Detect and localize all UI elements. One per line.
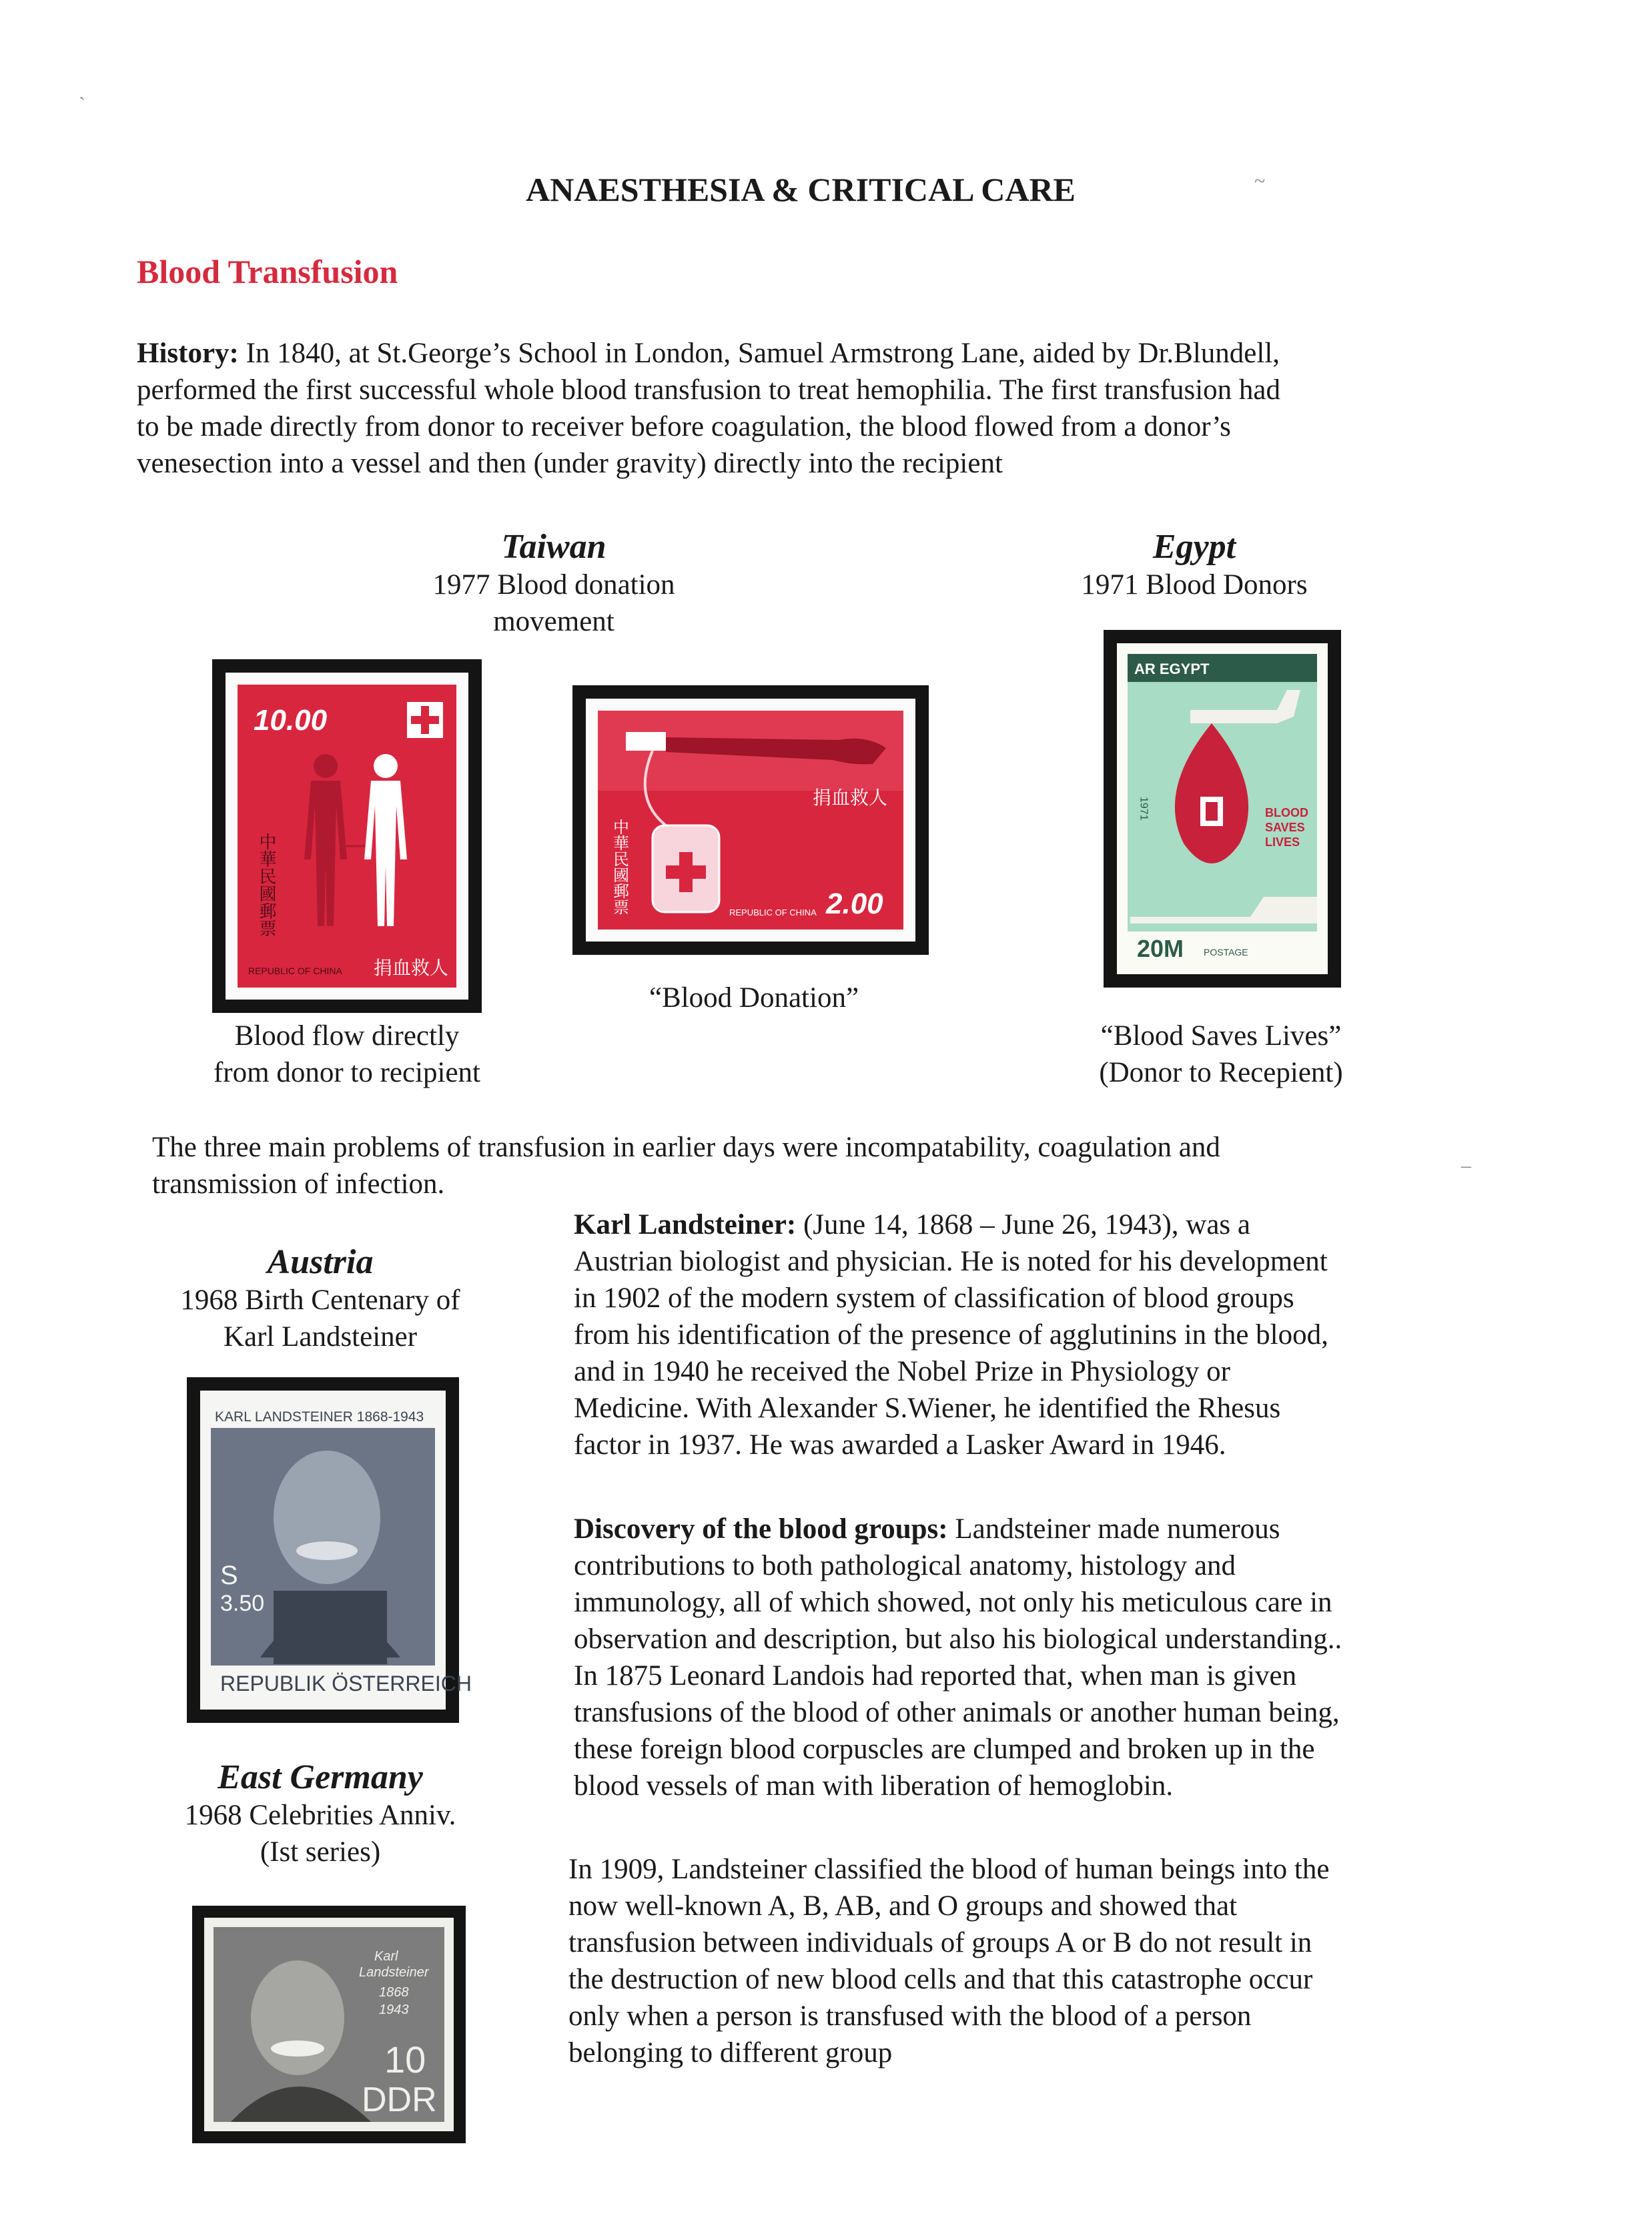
scan-mark: _ <box>1461 1148 1471 1170</box>
austria-heading <box>153 1242 487 1355</box>
paragraph-line: In 1909, Landsteiner classified the blood of human beings into the <box>568 1854 1330 1885</box>
stamp-name: Karl <box>374 1949 398 1964</box>
stamp-header: AR EGYPT <box>1134 661 1210 677</box>
paragraph-line: factor in 1937. He was awarded a Lasker Award in 1946. <box>574 1429 1226 1461</box>
history-line: performed the first successful whole blood transfusion to treat hemophilia. The first transfusion had <box>137 374 1281 406</box>
scan-mark: ~ <box>1254 170 1266 192</box>
paragraph-line: contributions to both pathological anatomy, histology and <box>574 1550 1236 1581</box>
country-name: Egypt <box>1152 528 1236 566</box>
stamp-year: 1868 <box>379 1985 409 2000</box>
stamp-value: 10 <box>384 2038 426 2081</box>
ddr-stamp <box>204 1918 454 2131</box>
egypt-stamp <box>1117 643 1328 974</box>
stamp-chinese-vertical: 中華民國郵票 <box>610 819 629 915</box>
stamp-value: 20M <box>1137 935 1184 962</box>
problems-paragraph: The three main problems of transfusion in earlier days were incompatability, coagulation and transmission of infection. <box>152 1132 1220 1200</box>
ddr-stamp-mount <box>192 1906 466 2143</box>
groups-paragraph <box>568 1851 1516 2071</box>
taiwan-stamp2-caption: “Blood Donation” <box>649 982 859 1014</box>
stamp-currency: S <box>220 1561 238 1590</box>
taiwan-stamp1-caption: Blood flow directly from donor to recipient <box>213 1020 481 1088</box>
paragraph-line: transfusions of the blood of other animals or another human being, <box>574 1697 1340 1728</box>
stamp-country: REPUBLIC OF CHINA <box>248 966 342 976</box>
landsteiner-paragraph <box>574 1206 1521 1463</box>
stamp-country: REPUBLIK ÖSTERREICH <box>220 1672 472 1696</box>
egypt-stamp-mount <box>1104 630 1341 988</box>
taiwan-heading <box>387 527 721 640</box>
austria-stamp-mount <box>187 1377 472 1723</box>
paragraph-line: observation and description, but also his biological understanding.. <box>574 1623 1342 1655</box>
history-line: History: In 1840, at St.George’s School in London, Samuel Armstrong Lane, aided by Dr.Blundell, <box>137 338 1280 369</box>
paragraph-line: In 1875 Leonard Landois had reported that, when man is given <box>574 1660 1297 1692</box>
paragraph-line: transfusion between individuals of groups A or B do not result in <box>568 1927 1312 1958</box>
issue-line: 1968 Birth Centenary of <box>180 1284 460 1316</box>
scan-mark: ` <box>79 93 85 115</box>
paragraph-line: Austrian biologist and physician. He is noted for his development <box>574 1246 1328 1277</box>
stamp-chinese: 捐血救人 <box>374 958 449 978</box>
stamp-value: 3.50 <box>220 1591 265 1616</box>
stamp-chinese-vertical: 中華民國郵票 <box>257 833 277 937</box>
history-paragraph <box>137 335 1551 482</box>
paragraph-line: these foreign blood corpuscles are clumped and broken up in the <box>574 1734 1315 1765</box>
paragraph-line: only when a person is transfused with the blood of a person <box>568 2000 1252 2032</box>
taiwan-stamp-2 <box>586 699 915 942</box>
egypt-caption: “Blood Saves Lives” (Donor to Recepient) <box>1099 1020 1343 1088</box>
issue-line: 1971 Blood Donors <box>1081 569 1308 601</box>
paragraph-line: belonging to different group <box>568 2037 893 2069</box>
stamp-year: 1971 <box>1138 797 1150 821</box>
taiwan-stamp-1 <box>226 673 468 1000</box>
east-germany-heading <box>153 1758 487 1870</box>
issue-line: 1968 Celebrities Anniv. <box>184 1800 456 1831</box>
paragraph-line: from his identification of the presence of agglutinins in the blood, <box>574 1319 1328 1351</box>
paragraph-line: Medicine. With Alexander S.Wiener, he identified the Rhesus <box>574 1393 1281 1424</box>
stamp-value: 2.00 <box>826 887 883 920</box>
history-line: venesection into a vessel and then (under gravity) directly into the recipient <box>137 448 1003 479</box>
stamp-postage: POSTAGE <box>1204 947 1248 958</box>
taiwan-stamp-mount <box>212 659 482 1013</box>
stamp-name: Landsteiner <box>359 1965 429 1980</box>
paragraph-line: in 1902 of the modern system of classification of blood groups <box>574 1282 1294 1314</box>
egypt-heading <box>1054 527 1334 603</box>
paragraph-line: Discovery of the blood groups: Landsteiner made numerous <box>574 1513 1280 1545</box>
country-name: East Germany <box>218 1758 423 1796</box>
country-name: Austria <box>267 1243 374 1281</box>
paragraph-line: now well-known A, B, AB, and O groups and showed that <box>568 1890 1238 1922</box>
stamp-year: 1943 <box>379 2002 409 2017</box>
stamp-slogan: BLOOD <box>1265 806 1308 819</box>
stamp-slogan: LIVES <box>1265 835 1300 849</box>
paragraph-line: and in 1940 he received the Nobel Prize in Physiology or <box>574 1356 1231 1387</box>
stamp-value: 10.00 <box>254 704 328 737</box>
arm-bandage-icon <box>626 732 666 751</box>
stamp-header: KARL LANDSTEINER 1868-1943 <box>215 1409 424 1425</box>
issue-line: 1977 Blood donation <box>432 569 675 601</box>
stamp-chinese: 捐血救人 <box>813 787 888 808</box>
section-heading: Blood Transfusion <box>137 253 398 290</box>
austria-stamp <box>200 1391 472 1710</box>
issue-line: Karl Landsteiner <box>223 1321 418 1353</box>
issue-line: movement <box>493 606 614 637</box>
paragraph-line: immunology, all of which showed, not only his meticulous care in <box>574 1587 1332 1618</box>
paragraph-line: the destruction of new blood cells and that this catastrophe occur <box>568 1964 1313 1995</box>
page-title: ANAESTHESIA & CRITICAL CARE <box>526 171 1076 208</box>
discovery-paragraph <box>574 1511 1521 1804</box>
country-name: Taiwan <box>501 528 606 566</box>
paragraph-line: Karl Landsteiner: (June 14, 1868 – June 26, 1943), was a <box>574 1209 1250 1240</box>
stamp-country: REPUBLIC OF CHINA <box>729 907 817 917</box>
stamp-slogan: SAVES <box>1265 821 1305 834</box>
paragraph-line: blood vessels of man with liberation of hemoglobin. <box>574 1770 1174 1802</box>
history-line: to be made directly from donor to receiver before coagulation, the blood flowed from a donor’s <box>137 411 1231 442</box>
issue-line: (Ist series) <box>260 1836 381 1868</box>
taiwan-stamp-mount <box>572 685 929 955</box>
stamp-country: DDR <box>362 2081 437 2119</box>
